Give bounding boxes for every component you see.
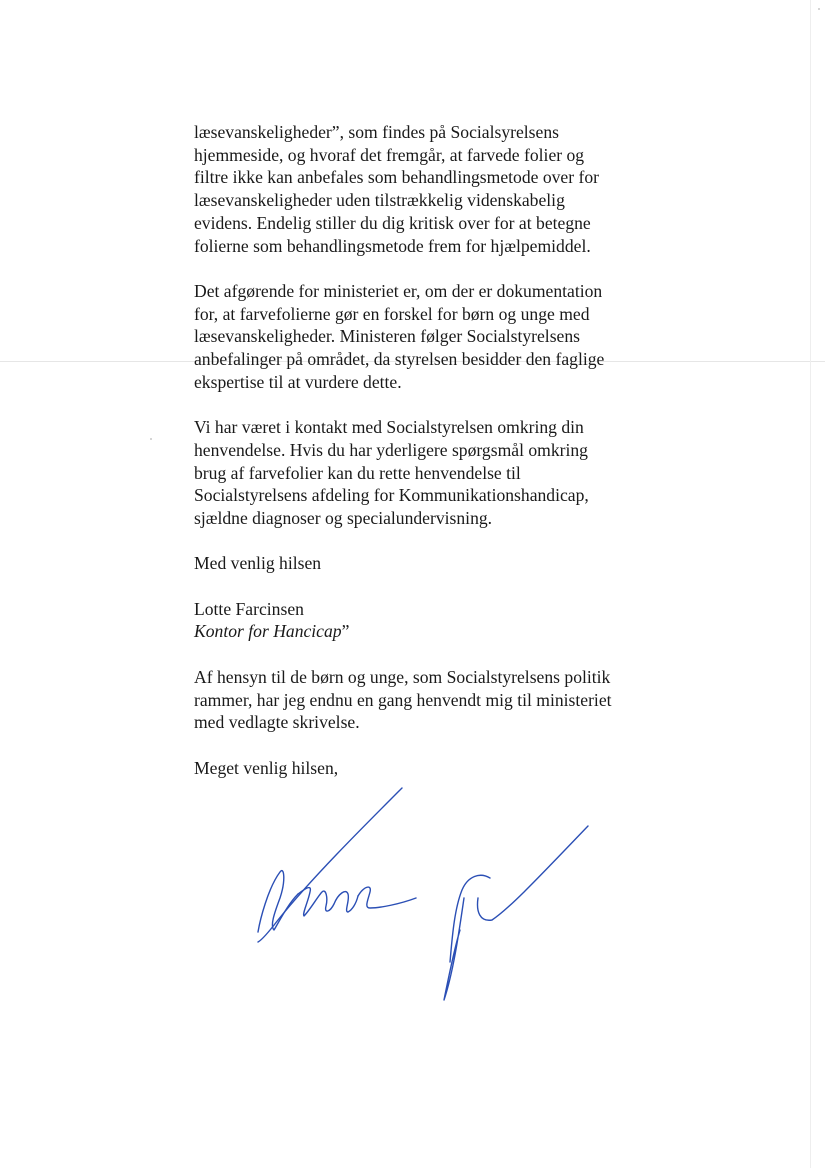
paragraph-2: Det afgørende for ministeriet er, om der er dokumentation for, at farvefolierne gør en forskel for børn og unge med læsevanskeligheder. Ministeren følger Socialstyrelsens anbefalinger på området, da styrelsen besidder den faglige ekspertise til at vurdere dette. [194,280,605,392]
paragraph-3: Vi har været i kontakt med Socialstyrelsen omkring din henvendelse. Hvis du har yderligere spørgsmål omkring brug af farvefolier kan du rette henvendelse til Socialstyrelsens afdeling for Kommunikationshandicap, sjældne diagnoser og specialundervisning. [194,417,589,528]
closing-line: Meget venlig hilsen, [194,757,339,778]
signature-stroke [478,826,588,920]
signature-stroke [258,871,298,932]
signature-stroke [298,888,358,916]
quoted-signer-name: Lotte Farcinsen [194,598,304,619]
quoted-signer-office: Kontor for Hancicap [194,621,342,642]
signature-stroke [258,788,402,942]
quoted-closing: Med venlig hilsen [194,553,322,574]
scan-speck [818,8,820,10]
signature-stroke [444,898,464,1000]
closing-quote-mark: ” [341,621,350,642]
handwritten-signature [240,780,600,1010]
scan-speck [150,438,152,440]
final-paragraph: Af hensyn til de børn og unge, som Socialstyrelsens politik rammer, har jeg endnu en gang henvendt mig til ministeriet med vedlagte skrivelse. [194,666,612,733]
letter-body [194,121,674,802]
page-edge [810,0,811,1168]
paragraph-1: læsevanskeligheder”, som findes på Socialsyrelsens hjemmeside, og hvoraf det fremgår, at farvede folier og filtre ikke kan anbefales som behandlingsmetode over for læsevanskeligheder uden tilstrækkelig videnskabelig evidens. Endelig stiller du dig kritisk over for at betegne folierne som behandlingsmetode frem for hjælpemiddel. [194,122,600,256]
signature-stroke [358,887,416,908]
quoted-signature-block [194,598,674,643]
